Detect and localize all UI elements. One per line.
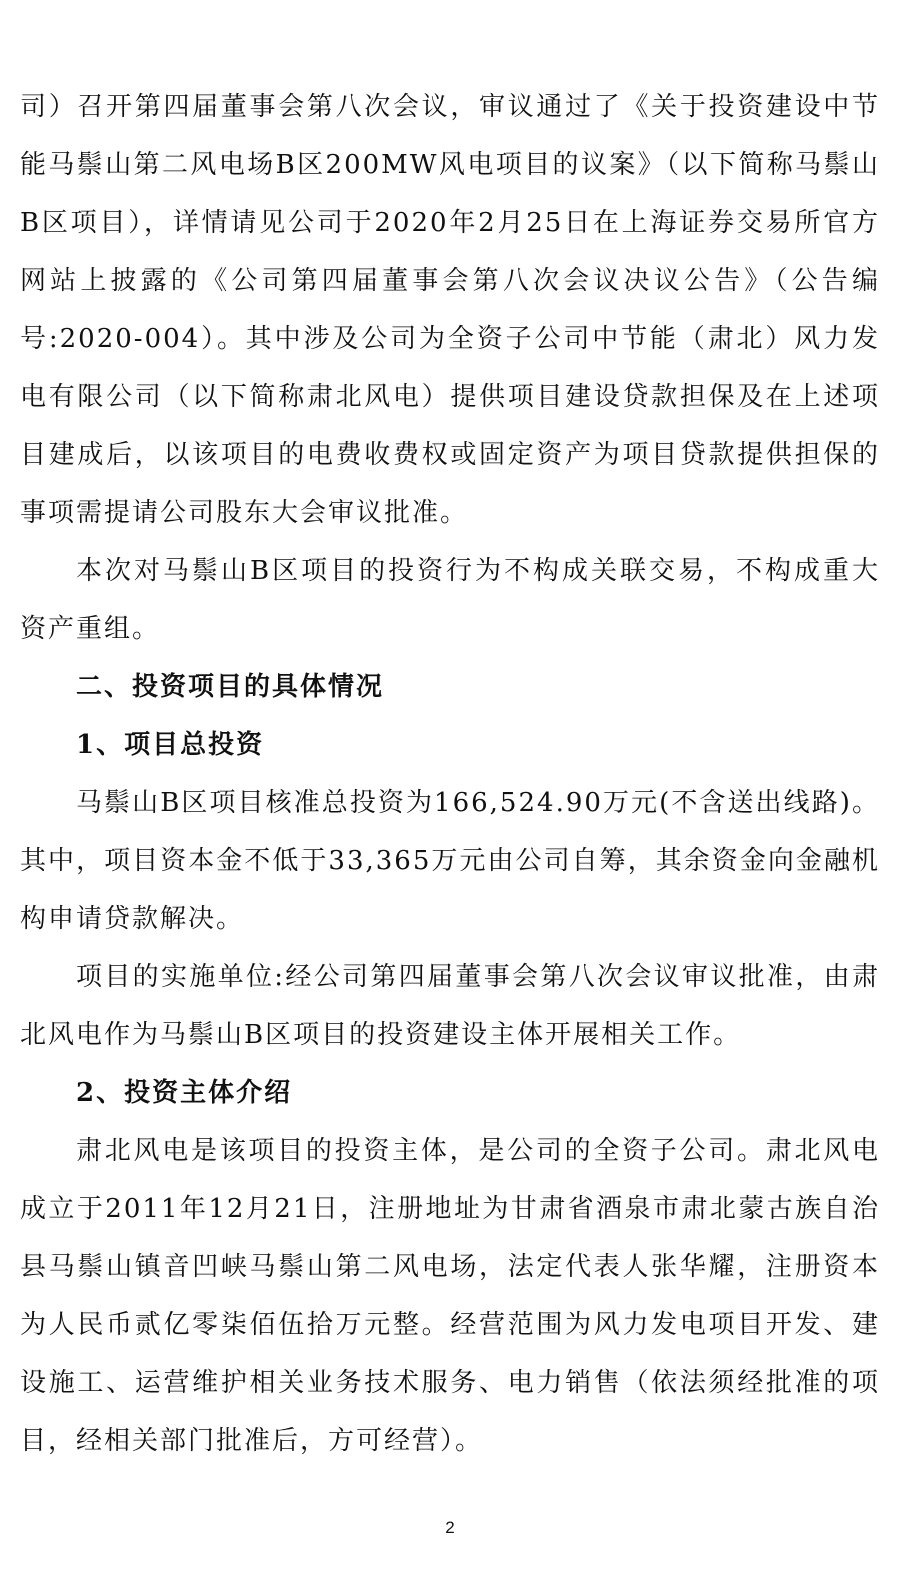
page-number: 2 [445, 1518, 455, 1537]
paragraph-no-related-transaction: 本次对马鬃山B区项目的投资行为不构成关联交易，不构成重大资产重组。 [20, 556, 880, 644]
subheading-total-investment: 1、项目总投资 [76, 730, 265, 760]
section-heading-investment-details: 二、投资项目的具体情况 [76, 672, 385, 702]
document-body [20, 78, 880, 1470]
subheading-investment-entity: 2、投资主体介绍 [76, 1078, 293, 1108]
paragraph-implementing-unit: 项目的实施单位:经公司第四届董事会第八次会议审议批准，由肃北风电作为马鬃山B区项目的投资建设主体开展相关工作。 [20, 962, 880, 1050]
paragraph-total-investment: 马鬃山B区项目核准总投资为166,524.90万元(不含送出线路)。其中，项目资本金不低于33,365万元由公司自筹，其余资金向金融机构申请贷款解决。 [20, 788, 880, 934]
paragraph-investment-entity: 肃北风电是该项目的投资主体，是公司的全资子公司。肃北风电成立于2011年12月21日，注册地址为甘肃省酒泉市肃北蒙古族自治县马鬃山镇音凹峡马鬃山第二风电场，法定代表人张华耀，注册资本为人民币贰亿零柒佰伍拾万元整。经营范围为风力发电项目开发、建设施工、运营维护相关业务技术服务、电力销售（依法须经批准的项目，经相关部门批准后，方可经营）。 [20, 1136, 880, 1456]
paragraph-meeting-resolution: 司）召开第四届董事会第八次会议，审议通过了《关于投资建设中节能马鬃山第二风电场B区200MW风电项目的议案》（以下简称马鬃山B区项目），详情请见公司于2020年2月25日在上海证券交易所官方网站上披露的《公司第四届董事会第八次会议决议公告》（公告编号:2020-004）。其中涉及公司为全资子公司中节能（肃北）风力发电有限公司（以下简称肃北风电）提供项目建设贷款担保及在上述项目建成后，以该项目的电费收费权或固定资产为项目贷款提供担保的事项需提请公司股东大会审议批准。 [20, 92, 880, 528]
